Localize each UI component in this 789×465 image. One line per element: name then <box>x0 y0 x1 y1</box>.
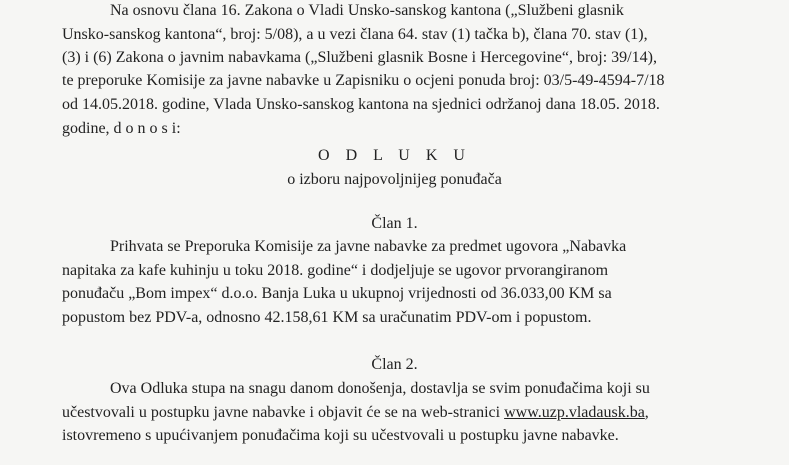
website-link[interactable]: www.uzp.vladausk.ba <box>504 404 645 421</box>
article-2-line-3: istovremeno s upućivanjem ponuđačima koji su učestvovali u postupku javne nabavke. <box>62 427 619 444</box>
intro-line-6: godine, d o n o s i: <box>62 120 181 137</box>
article-2-heading: Član 2. <box>371 356 418 373</box>
article-2-line-2-text: učestvovali u postupku javne nabavke i objavit će se na web-stranici <box>62 404 505 421</box>
article-2-line-2 <box>62 402 649 424</box>
article-1-line-2: napitaka za kafe kuhinju u toku 2018. godine“ i dodjeljuje se ugovor prvorangiranom <box>62 262 609 279</box>
decision-subtitle: o izboru najpovoljnijeg ponuđača <box>287 171 502 188</box>
website-comma: , <box>644 404 649 421</box>
intro-line-5: od 14.05.2018. godine, Vlada Unsko-sanskog kantona na sjednici održanoj dana 18.05. 2018. <box>62 96 660 113</box>
article-1-heading: Član 1. <box>371 215 418 232</box>
intro-line-2: Unsko-sanskog kantona“, broj: 5/08), a u vezi člana 64. stav (1) tačka b), člana 70. stav (1), <box>62 26 648 43</box>
article-1-line-3: ponuđaču „Bom impex“ d.o.o. Banja Luka u ukupnoj vrijednosti od 36.033,00 KM sa <box>62 285 612 302</box>
intro-line-1: Na osnovu člana 16. Zakona o Vladi Unsko-sanskog kantona („Službeni glasnik <box>110 2 624 19</box>
intro-line-4: te preporuke Komisije za javne nabavke u Zapisniku o ocjeni ponuda broj: 03/5-49-4594-7/18 <box>62 72 665 89</box>
intro-line-3: (3) i (6) Zakona o javnim nabavkama („Službeni glasnik Bosne i Hercegovine“, broj: 39/14), <box>62 49 657 66</box>
article-1-line-4: popustom bez PDV-a, odnosno 42.158,61 KM sa uračunatim PDV-om i popustom. <box>62 309 592 326</box>
article-2-line-1: Ova Odluka stupa na snagu danom donošenja, dostavlja se svim ponuđačima koji su <box>110 380 650 397</box>
decision-title: O D L U K U <box>318 147 471 164</box>
article-1-line-1: Prihvata se Preporuka Komisije za javne nabavke za predmet ugovora „Nabavka <box>110 238 627 255</box>
